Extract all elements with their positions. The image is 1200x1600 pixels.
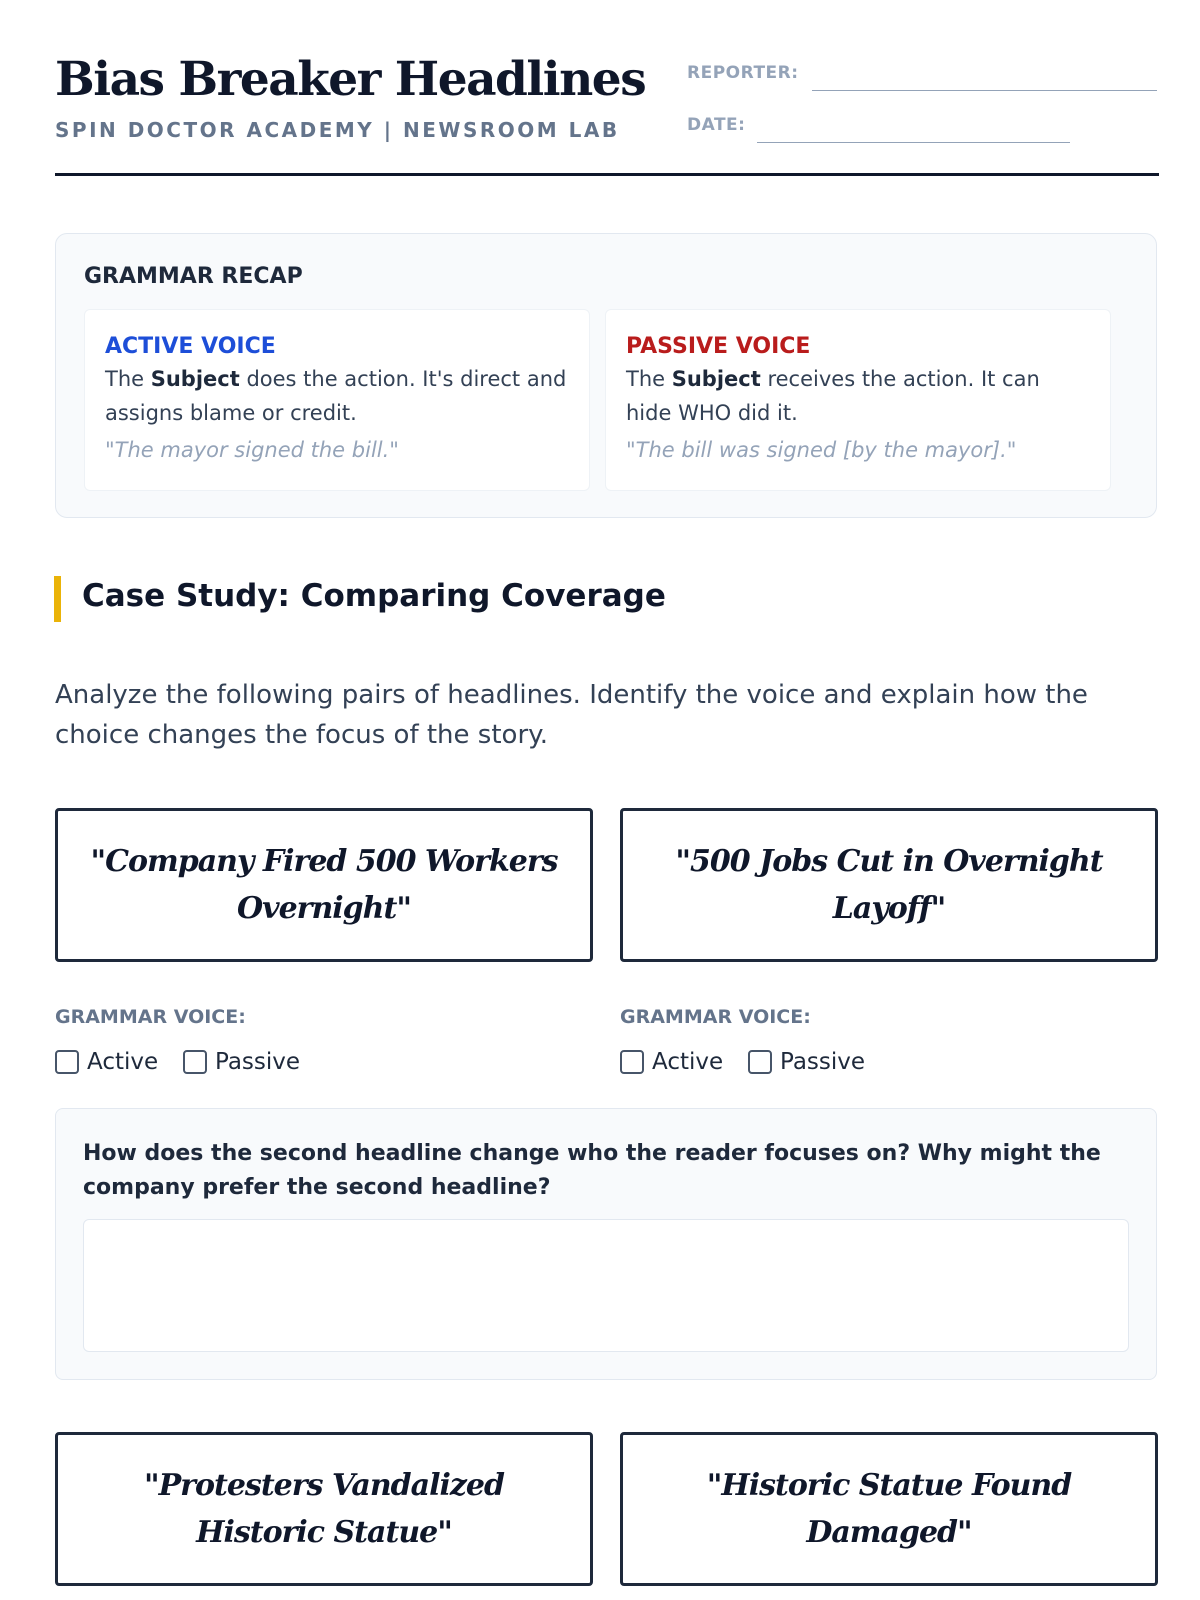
subject-term: Subject [150,367,240,391]
active-voice-card [84,309,590,491]
checkbox-icon[interactable] [183,1050,207,1074]
date-label: DATE: [687,115,746,135]
reporter-label: REPORTER: [687,63,799,83]
passive-voice-card [605,309,1111,491]
grammar-voice-label: GRAMMAR VOICE: [620,1006,811,1028]
active-checkbox-1a[interactable] [55,1049,158,1075]
passive-voice-example: "The bill was signed [by the mayor]." [626,438,1017,462]
page-subtitle: SPIN DOCTOR ACADEMY | NEWSROOM LAB [55,118,620,142]
active-voice-title: ACTIVE VOICE [105,334,276,359]
question-text: How does the second headline change who the reader focuses on? Why might the company prefer the second headline? [83,1141,1101,1200]
page-title: Bias Breaker Headlines [55,52,646,107]
headline-card-1a [55,808,593,962]
checkbox-icon[interactable] [748,1050,772,1074]
headline-card-2a [55,1432,593,1586]
active-voice-example: "The mayor signed the bill." [105,438,399,462]
checkbox-label: Active [652,1049,724,1075]
reporter-field[interactable] [812,90,1157,91]
headline-text: "Protesters Vandalized Historic Statue" [143,1468,504,1550]
headline-text: "Company Fired 500 Workers Overnight" [90,844,558,926]
checkbox-icon[interactable] [620,1050,644,1074]
headline-card-1b [620,808,1158,962]
checkbox-label: Passive [215,1049,301,1075]
checkbox-icon[interactable] [55,1050,79,1074]
headline-text: "Historic Statue Found Damaged" [706,1468,1072,1550]
answer-textarea[interactable] [83,1219,1129,1352]
date-field[interactable] [757,142,1070,143]
grammar-recap-panel [55,233,1157,518]
passive-checkbox-1a[interactable] [183,1049,300,1075]
passive-checkbox-1b[interactable] [748,1049,865,1075]
instructions-text: Analyze the following pairs of headlines. Identify the voice and explain how the choice changes the focus of the story. [55,680,1088,750]
grammar-voice-label: GRAMMAR VOICE: [55,1006,246,1028]
recap-title: GRAMMAR RECAP [84,264,303,289]
active-checkbox-1b[interactable] [620,1049,723,1075]
headline-text: "500 Jobs Cut in Overnight Layoff" [675,844,1103,926]
section-accent-bar [54,576,61,622]
subject-term: Subject [671,367,761,391]
passive-voice-description: The Subject receives the action. It can hide WHO did it. [626,367,1040,425]
active-voice-description: The Subject does the action. It's direct and assigns blame or credit. [105,367,567,425]
passive-voice-title: PASSIVE VOICE [626,334,811,359]
analysis-question-panel [55,1108,1157,1380]
headline-card-2b [620,1432,1158,1586]
header-divider [55,173,1159,176]
section-title: Case Study: Comparing Coverage [82,578,666,614]
checkbox-label: Active [87,1049,159,1075]
checkbox-label: Passive [780,1049,866,1075]
